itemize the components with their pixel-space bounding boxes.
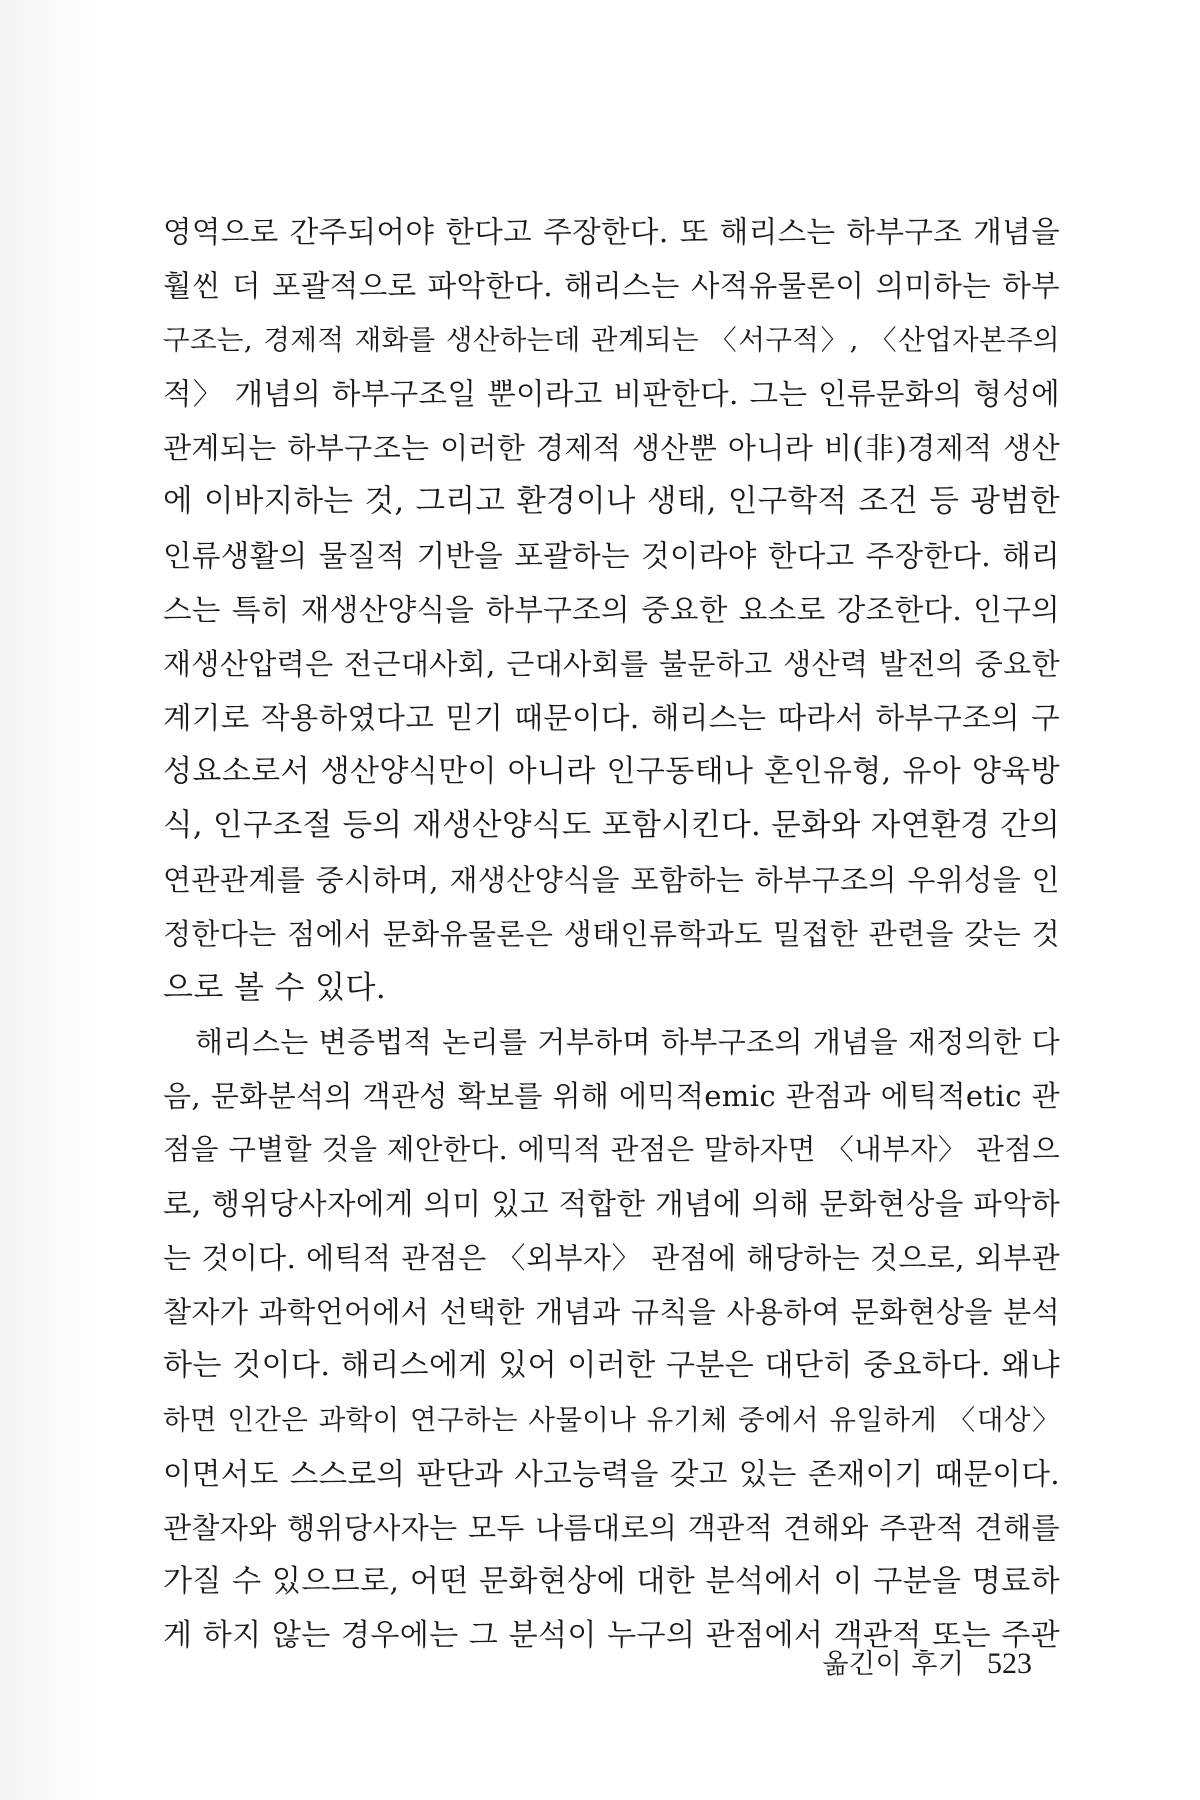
text-line: 훨씬 더 포괄적으로 파악한다. 해리스는 사적유물론이 의미하는 하부 — [163, 269, 1060, 303]
text-line: 재생산압력은 전근대사회, 근대사회를 불문하고 생산력 발전의 중요한 — [163, 647, 1060, 681]
paragraph-2 — [163, 1015, 1060, 1663]
text-line: 가질 수 있으므로, 어떤 문화현상에 대한 분석에서 이 구분을 명료하 — [163, 1564, 1060, 1599]
text-line: 식, 인구조절 등의 재생산양식도 포함시킨다. 문화와 자연환경 간의 — [163, 808, 1061, 843]
text-line: 영역으로 간주되어야 한다고 주장한다. 또 해리스는 하부구조 개념을 — [163, 215, 1060, 249]
page-number: 523 — [987, 1647, 1032, 1680]
text-line: 스는 특히 재생산양식을 하부구조의 중요한 요소로 강조한다. 인구의 — [163, 593, 1060, 627]
text-line: 이면서도 스스로의 판단과 사고능력을 갖고 있는 존재이기 때문이다. — [163, 1457, 1060, 1491]
text-line: 연관관계를 중시하며, 재생산양식을 포함하는 하부구조의 우위성을 인 — [163, 863, 1060, 897]
page-edge-shadow — [0, 0, 100, 1800]
text-line: 적〉 개념의 하부구조일 뿐이라고 비판한다. 그는 인류문화의 형성에 — [163, 377, 1060, 411]
text-line: 찰자가 과학언어에서 선택한 개념과 규칙을 사용하여 문화현상을 분석 — [163, 1295, 1060, 1329]
running-title: 옮긴이 후기 — [822, 1649, 965, 1680]
text-line: 해리스는 변증법적 논리를 거부하며 하부구조의 개념을 재정의한 다 — [195, 1025, 1060, 1059]
text-line: 으로 볼 수 있다. — [163, 970, 387, 1006]
text-line: 게 하지 않는 경우에는 그 분석이 누구의 관점에서 객관적 또는 주관 — [163, 1618, 1060, 1653]
text-line: 점을 구별할 것을 제안한다. 에믹적 관점은 말하자면 〈내부자〉 관점으 — [163, 1133, 1061, 1166]
text-line: 에 이바지하는 것, 그리고 환경이나 생태, 인구학적 조건 등 광범한 — [163, 484, 1060, 519]
paragraph-1 — [163, 205, 1060, 1015]
page-footer — [822, 1642, 1032, 1681]
text-line: 계기로 작용하였다고 믿기 때문이다. 해리스는 따라서 하부구조의 구 — [163, 701, 1060, 735]
text-line: 음, 문화분석의 객관성 확보를 위해 에믹적emic 관점과 에틱적etic 관 — [163, 1079, 1060, 1113]
text-line: 인류생활의 물질적 기반을 포괄하는 것이라야 한다고 주장한다. 해리 — [163, 539, 1060, 573]
text-line: 관찰자와 행위당사자는 모두 나름대로의 객관적 견해와 주관적 견해를 — [163, 1511, 1060, 1545]
text-line: 성요소로서 생산양식만이 아니라 인구동태나 혼인유형, 유아 양육방 — [163, 754, 1060, 789]
text-line: 로, 행위당사자에게 의미 있고 적합한 개념에 의해 문화현상을 파악하 — [163, 1187, 1061, 1221]
text-line: 는 것이다. 에틱적 관점은 〈외부자〉 관점에 해당하는 것으로, 외부관 — [163, 1241, 1060, 1275]
text-line: 정한다는 점에서 문화유물론은 생태인류학과도 밀접한 관련을 갖는 것 — [163, 917, 1060, 951]
body-text — [163, 205, 1060, 1663]
text-line: 구조는, 경제적 재화를 생산하는데 관계되는 〈서구적〉, 〈산업자본주의 — [163, 324, 1060, 356]
text-line: 하면 인간은 과학이 연구하는 사물이나 유기체 중에서 유일하게 〈대상〉 — [163, 1404, 1060, 1436]
text-line: 하는 것이다. 해리스에게 있어 이러한 구분은 대단히 중요하다. 왜냐 — [163, 1348, 1060, 1383]
text-line: 관계되는 하부구조는 이러한 경제적 생산뿐 아니라 비(非)경제적 생산 — [163, 431, 1060, 465]
